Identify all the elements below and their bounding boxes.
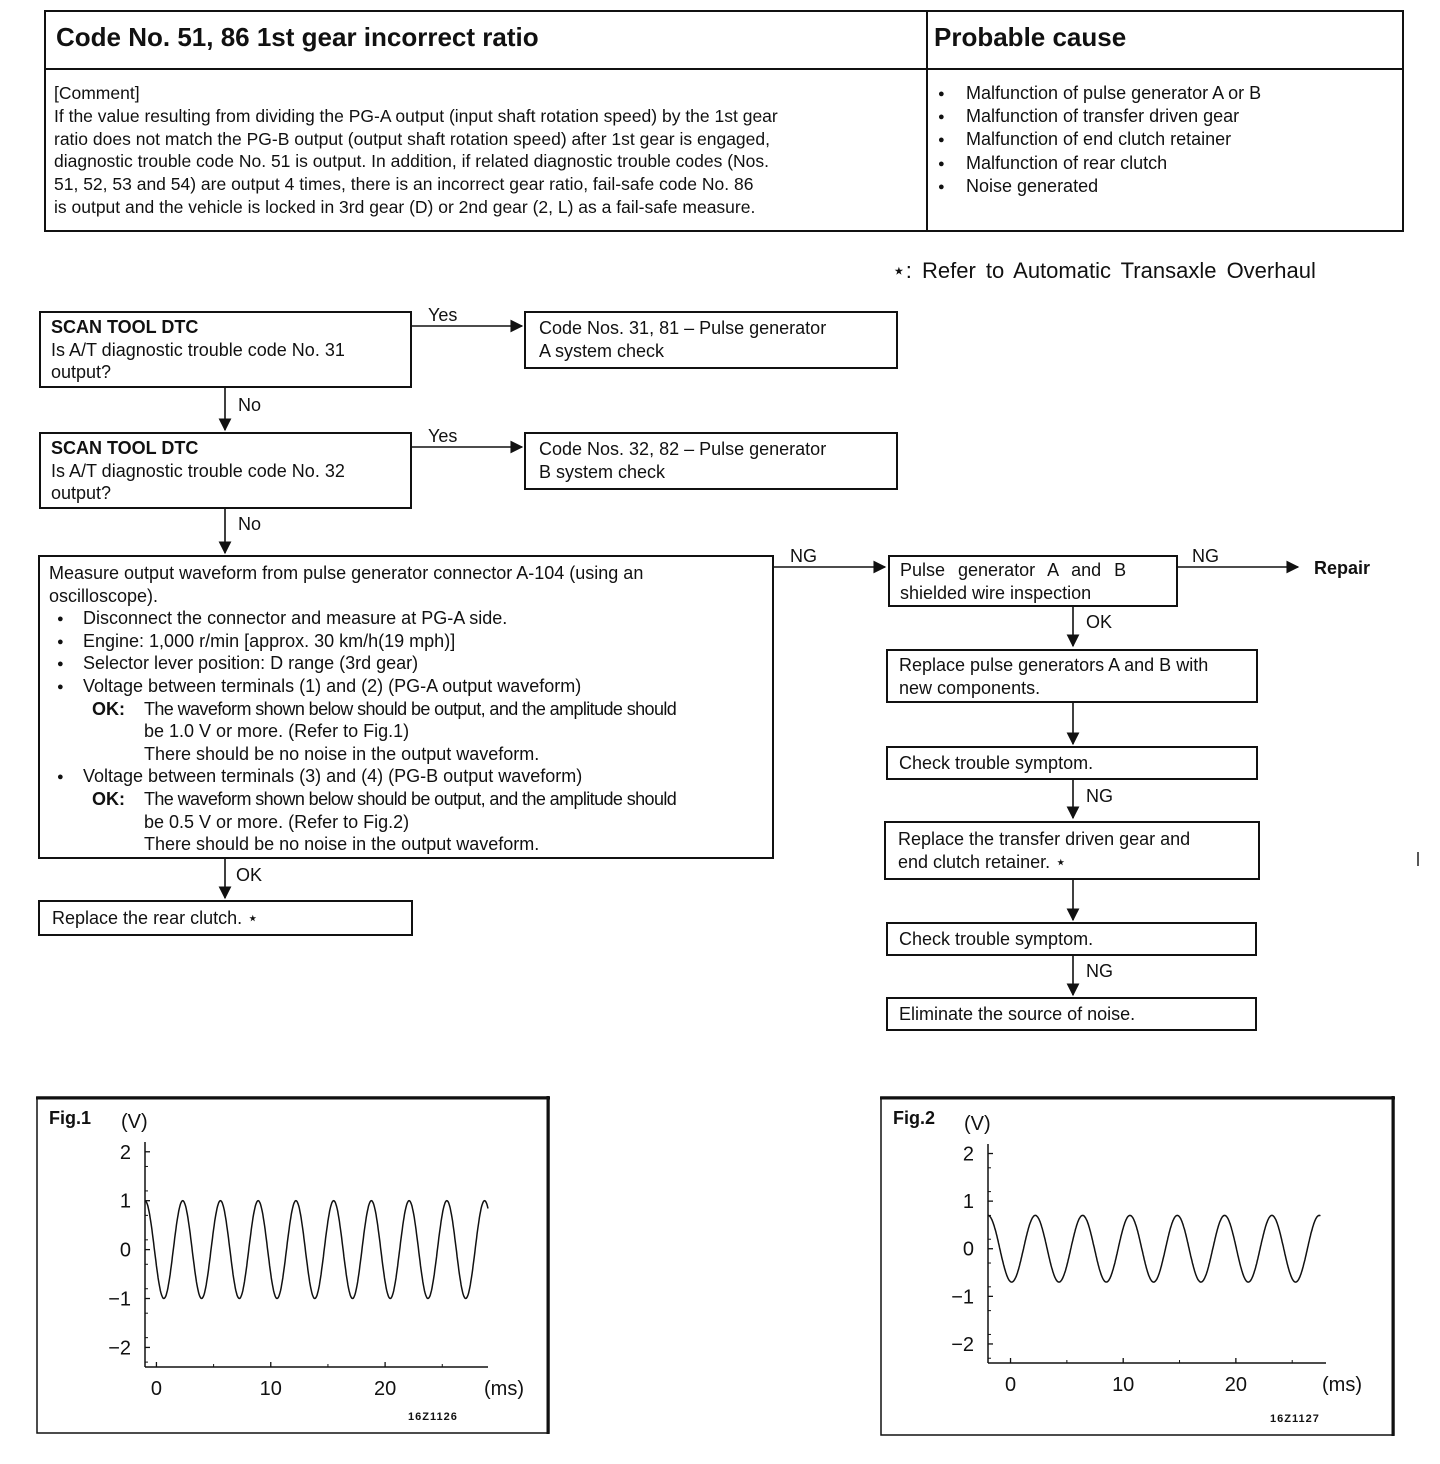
- box-title: SCAN TOOL DTC: [51, 317, 199, 337]
- box-text: shielded wire inspection: [900, 582, 1092, 603]
- figure-title: Fig.1: [49, 1108, 92, 1128]
- ok-label: OK:: [92, 698, 125, 719]
- waveform-line: [988, 1215, 1320, 1282]
- fig1-waveform-chart: [36, 1096, 550, 1434]
- cause-item: ● Malfunction of end clutch retainer: [936, 128, 1396, 151]
- ok-text: There should be no noise in the output waveform.: [144, 743, 540, 764]
- ng-label: NG: [1192, 546, 1219, 566]
- box-text: Code Nos. 32, 82 – Pulse generator: [539, 439, 827, 459]
- x-tick-label: 20: [1224, 1374, 1247, 1396]
- comment-label: [Comment]: [54, 83, 140, 103]
- y-tick-label: −1: [951, 1286, 974, 1309]
- box-text: Pulse generator A and B: [900, 560, 1127, 580]
- box-text: new components.: [899, 677, 1041, 698]
- y-tick-label: 0: [119, 1239, 131, 1262]
- ok-label: OK: [1086, 612, 1113, 632]
- box-text: end clutch retainer. ⋆: [898, 851, 1067, 872]
- ng-label: NG: [1086, 961, 1113, 981]
- replace-rear-clutch-box: [38, 900, 413, 936]
- x-tick-label: 0: [1004, 1374, 1017, 1396]
- y-tick-label: 2: [119, 1141, 131, 1164]
- ok-text: The waveform shown below should be output, and the amplitude should: [144, 788, 677, 809]
- y-tick-label: 1: [962, 1191, 974, 1214]
- bullet-item: ● Voltage between terminals (1) and (2) (PG-A output waveform): [49, 675, 763, 698]
- yes-label: Yes: [428, 426, 458, 446]
- y-tick-label: −1: [108, 1288, 131, 1311]
- x-tick-label: 20: [373, 1378, 397, 1400]
- box-text: B system check: [539, 461, 666, 482]
- box-text: Check trouble symptom.: [899, 929, 1094, 949]
- comment-line: diagnostic trouble code No. 51 is output. In addition, if related diagnostic trouble codes (Nos.: [54, 151, 770, 172]
- box-text: Eliminate the source of noise.: [899, 1004, 1136, 1024]
- ok-text: be 1.0 V or more. (Refer to Fig.1): [144, 721, 410, 742]
- x-tick-label: 0: [150, 1378, 162, 1400]
- box-text: Is A/T diagnostic trouble code No. 31: [51, 339, 345, 360]
- x-axis-label: (ms): [484, 1378, 524, 1400]
- box-text: Check trouble symptom.: [899, 753, 1094, 773]
- ok-criteria: [49, 788, 763, 811]
- bullet-item: ● Engine: 1,000 r/min [approx. 30 km/h(19 mph)]: [49, 630, 763, 653]
- box-text: Replace pulse generators A and B with: [899, 655, 1209, 675]
- box-text: Replace the rear clutch. ⋆: [52, 908, 259, 928]
- cause-item: ● Malfunction of transfer driven gear: [936, 105, 1396, 128]
- bullet-item: ● Disconnect the connector and measure at PG-A side.: [49, 607, 763, 630]
- bullet-item: ● Voltage between terminals (3) and (4) (PG-B output waveform): [49, 765, 763, 788]
- comment-line: 51, 52, 53 and 54) are output 4 times, there is an incorrect gear ratio, fail-safe code No. 86: [54, 174, 754, 195]
- x-axis-label: (ms): [1322, 1374, 1362, 1396]
- pg-a-check-box: [524, 311, 898, 369]
- overhaul-note: ⋆: Refer to Automatic Transaxle Overhaul: [892, 258, 1316, 283]
- comment-line: ratio does not match the PG-B output (output shaft rotation speed) after 1st gear is engaged,: [54, 128, 770, 149]
- ok-label: OK:: [92, 788, 125, 809]
- cause-item: ● Malfunction of rear clutch: [936, 152, 1396, 175]
- box-text: Is A/T diagnostic trouble code No. 32: [51, 460, 345, 481]
- box-text: output?: [51, 362, 112, 382]
- box-text: Code Nos. 31, 81 – Pulse generator: [539, 318, 827, 338]
- pg-b-check-box: [524, 432, 898, 490]
- check-symptom-box-2: [886, 922, 1257, 956]
- figure-title: Fig.2: [893, 1108, 936, 1128]
- check-symptom-box-1: [886, 746, 1258, 780]
- figure-frame: [37, 1097, 549, 1433]
- box-title: SCAN TOOL DTC: [51, 438, 199, 458]
- ng-label: NG: [790, 546, 817, 566]
- fig2-waveform-chart: [880, 1096, 1395, 1436]
- figure-code: 16Z1126: [408, 1411, 458, 1423]
- ok-text: be 0.5 V or more. (Refer to Fig.2): [144, 811, 410, 832]
- replace-transfer-gear-box: [884, 821, 1260, 880]
- eliminate-noise-box: [886, 997, 1257, 1031]
- y-tick-label: −2: [951, 1333, 974, 1356]
- ok-criteria: [49, 698, 763, 721]
- y-axis-label: (V): [121, 1111, 148, 1133]
- measure-waveform-box: [38, 555, 774, 859]
- box-text: oscilloscope).: [49, 585, 159, 606]
- bullet-item: ● Selector lever position: D range (3rd gear): [49, 652, 763, 675]
- figure-code: 16Z1127: [1270, 1413, 1320, 1425]
- box-text: output?: [51, 483, 112, 503]
- ok-label: OK: [236, 865, 263, 885]
- yes-label: Yes: [428, 305, 458, 325]
- cause-item: ● Noise generated: [936, 175, 1396, 198]
- scan-tool-dtc-32-box: [39, 432, 412, 509]
- box-text: Replace the transfer driven gear and: [898, 829, 1191, 849]
- x-tick-label: 10: [259, 1378, 282, 1400]
- no-label: No: [238, 395, 262, 415]
- ok-text: There should be no noise in the output waveform.: [144, 834, 540, 855]
- y-axis-label: (V): [964, 1113, 991, 1135]
- scan-tool-dtc-31-box: [39, 311, 412, 388]
- no-label: No: [238, 514, 262, 534]
- y-tick-label: 0: [962, 1238, 974, 1261]
- shielded-wire-box: [888, 555, 1178, 607]
- waveform-line: [145, 1201, 488, 1299]
- box-text: Measure output waveform from pulse generator connector A-104 (using an: [49, 563, 644, 583]
- comment-line: If the value resulting from dividing the PG-A output (input shaft rotation speed) by the 1st gear: [54, 105, 778, 126]
- figure-frame: [881, 1097, 1394, 1435]
- repair-label: Repair: [1314, 558, 1371, 578]
- y-tick-label: 1: [119, 1190, 131, 1213]
- ng-label: NG: [1086, 786, 1113, 806]
- cause-title: Probable cause: [934, 22, 1127, 52]
- replace-pulse-generators-box: [886, 649, 1258, 703]
- y-tick-label: 2: [962, 1143, 974, 1166]
- x-tick-label: 10: [1112, 1374, 1135, 1396]
- box-text: A system check: [539, 340, 665, 361]
- page-title: Code No. 51, 86 1st gear incorrect ratio: [56, 22, 539, 52]
- y-tick-label: −2: [108, 1337, 131, 1360]
- cause-item: ● Malfunction of pulse generator A or B: [936, 82, 1396, 105]
- comment-line: is output and the vehicle is locked in 3rd gear (D) or 2nd gear (2, L) as a fail-safe measure.: [54, 196, 756, 217]
- ok-text: The waveform shown below should be output, and the amplitude should: [144, 698, 677, 719]
